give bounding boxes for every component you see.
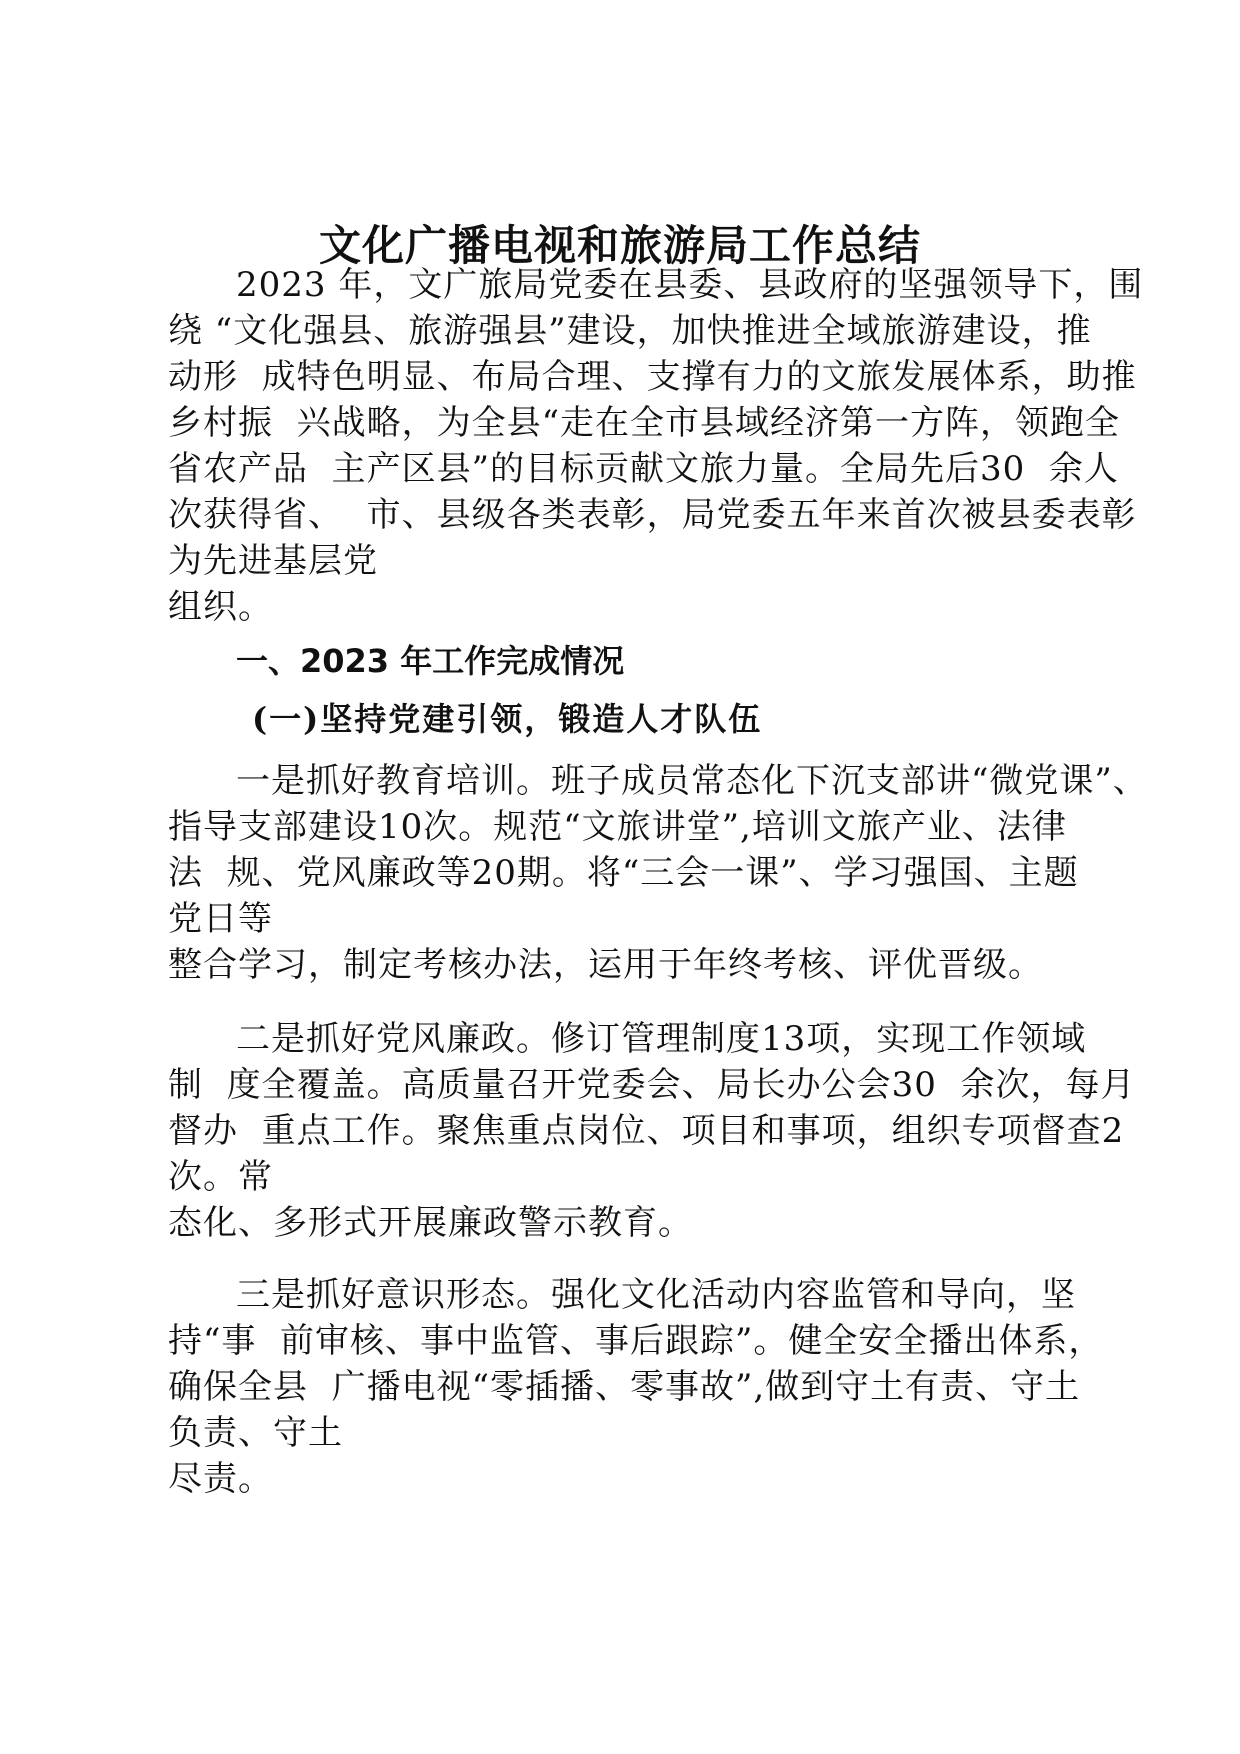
para2-line-1: 二是抓好党风廉政。修订管理制度13项，实现工作领域 (236, 1019, 1087, 1059)
intro-line-8: 组织。 (168, 587, 273, 627)
para2-line-2: 制 度全覆盖。高质量召开党委会、局长办公会30 余次，每月 (168, 1065, 1136, 1105)
intro-line-4: 乡村振 兴战略，为全县“走在全市县域经济第一方阵，领跑全 (168, 403, 1120, 443)
para3-line-4: 负责、守土 (168, 1413, 343, 1453)
intro-line-1: 2023 年，文广旅局党委在县委、县政府的坚强领导下，围 (236, 265, 1144, 305)
para3-line-5: 尽责。 (168, 1459, 273, 1499)
para3-line-3: 确保全县 广播电视“零插播、零事故”,做到守土有责、守土 (168, 1367, 1081, 1407)
para1-line-4: 党日等 (168, 899, 273, 939)
para1-line-3: 法 规、党风廉政等20期。将“三会一课”、学习强国、主题 (168, 853, 1079, 893)
para1-line-1: 一是抓好教育培训。班子成员常态化下沉支部讲“微党课”、 (236, 761, 1148, 801)
intro-line-2: 绕 “文化强县、旅游强县”建设，加快推进全域旅游建设，推 (168, 311, 1092, 351)
intro-line-7: 为先进基层党 (168, 541, 378, 581)
para2-line-5: 态化、多形式开展廉政警示教育。 (168, 1203, 693, 1243)
para2-line-3: 督办 重点工作。聚焦重点岗位、项目和事项，组织专项督查2 (168, 1111, 1125, 1151)
para3-line-1: 三是抓好意识形态。强化文化活动内容监管和导向，坚 (236, 1275, 1076, 1315)
intro-line-5: 省农产品 主产区县”的目标贡献文旅力量。全局先后30 余人 (168, 449, 1119, 489)
para2-line-4: 次。常 (168, 1157, 273, 1197)
para1-line-2: 指导支部建设10次。规范“文旅讲堂”,培训文旅产业、法律 (168, 807, 1067, 847)
subsection-heading: (一)坚持党建引领，锻造人才队伍 (252, 700, 763, 738)
para1-line-5: 整合学习，制定考核办法，运用于年终考核、评优晋级。 (168, 945, 1043, 985)
document-title: 文化广播电视和旅游局工作总结 (318, 221, 921, 270)
para3-line-2: 持“事 前审核、事中监管、事后跟踪”。健全安全播出体系， (168, 1321, 1104, 1361)
intro-line-3: 动形 成特色明显、布局合理、支撑有力的文旅发展体系，助推 (168, 357, 1137, 397)
section-heading: 一、2023 年工作完成情况 (236, 642, 625, 680)
intro-line-6: 次获得省、 市、县级各类表彰，局党委五年来首次被县委表彰 (168, 495, 1137, 535)
